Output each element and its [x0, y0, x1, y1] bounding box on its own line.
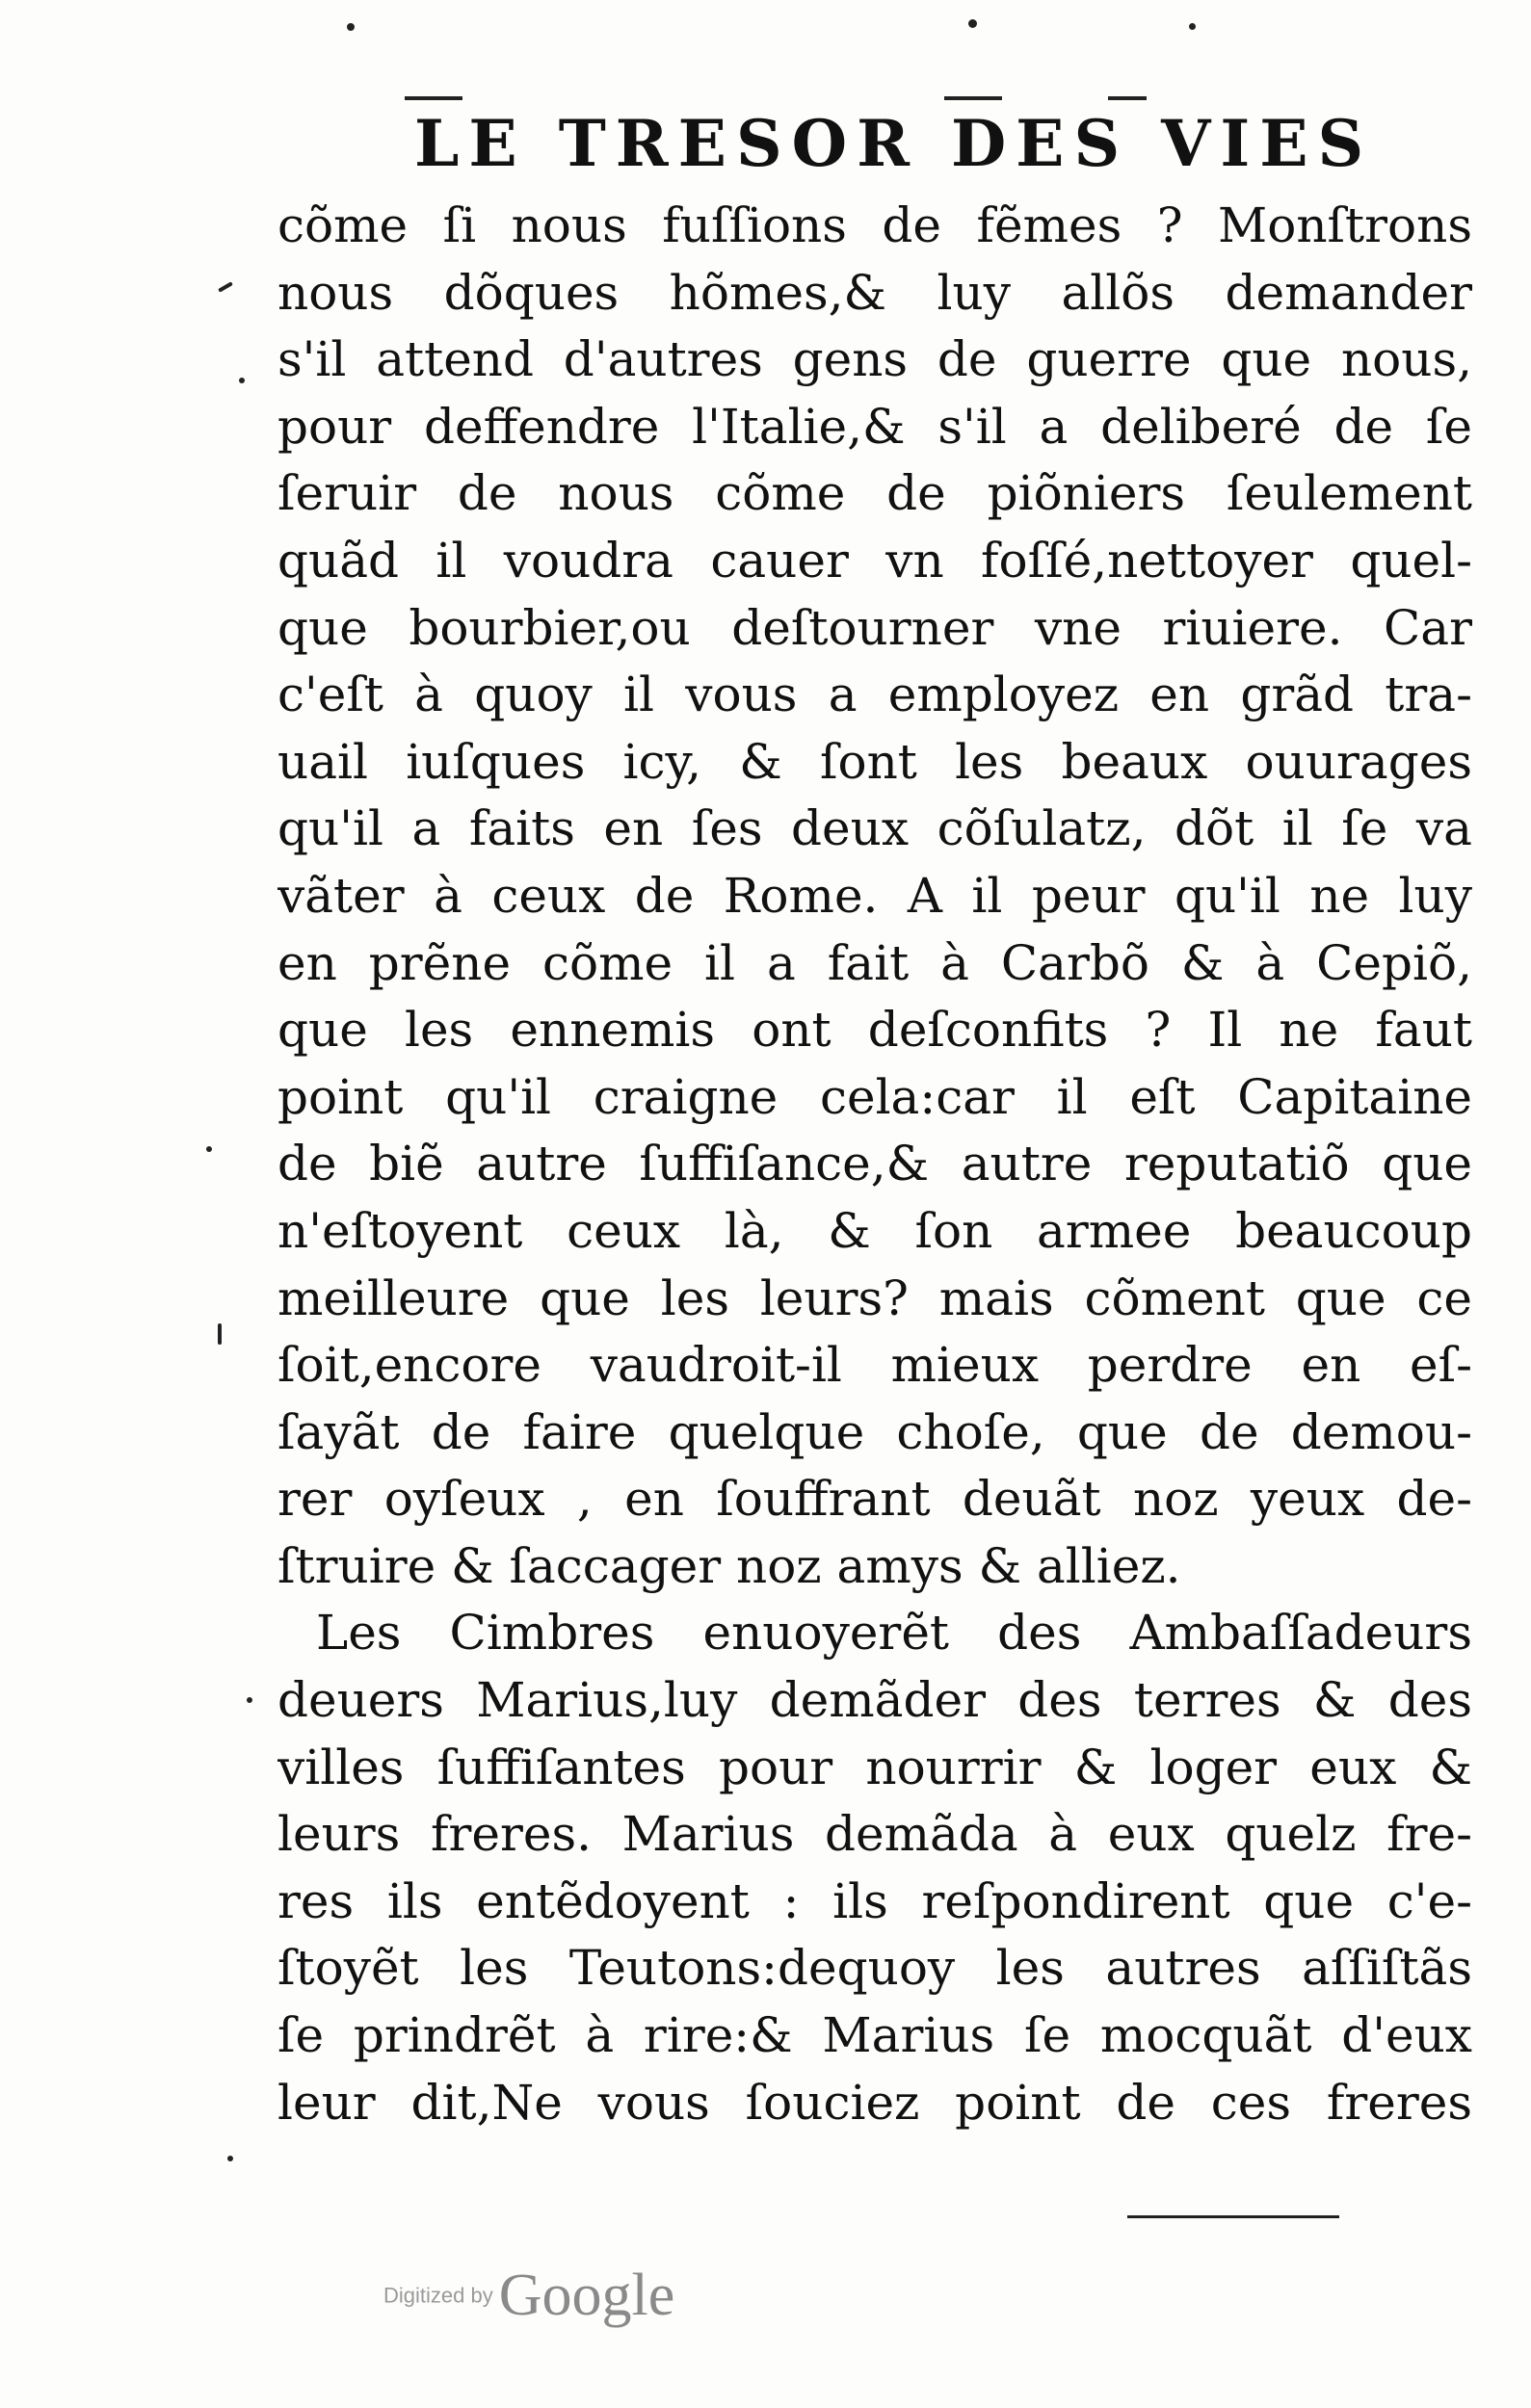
text-line: ſtoyẽt les Teutons:dequoy les autres aſſiſtãs — [277, 1940, 1472, 1997]
text-line: nous dõques hõmes,& luy allõs demander — [277, 264, 1472, 321]
scan-speck — [218, 281, 233, 292]
text-line: en prẽne cõme il a fait à Carbõ & à Cepiõ, — [277, 934, 1472, 991]
text-line: leurs freres. Marius demãda à eux quelz fre- — [277, 1806, 1472, 1863]
scan-speck — [968, 19, 977, 28]
text-line: qu'il a faits en ſes deux cõſulatz, dõt il ſe va — [277, 800, 1472, 857]
text-line: de biẽ autre ſuffiſance,& autre reputatiõ que — [277, 1136, 1472, 1192]
text-line: cõme ſi nous fuſſions de fẽmes ? Monſtrons — [277, 197, 1472, 253]
bottom-rule — [1127, 2215, 1339, 2218]
text-line: que les ennemis ont deſconfits ? Il ne faut — [277, 1002, 1472, 1059]
text-line: deuers Marius,luy demãder des terres & des — [277, 1672, 1472, 1729]
text-line: c'eſt à quoy il vous a employez en grãd tra- — [277, 667, 1472, 723]
text-line: s'il attend d'autres gens de guerre que nous, — [277, 331, 1472, 388]
text-line: ſe prindrẽt à rire:& Marius ſe mocquãt d'eux — [277, 2007, 1472, 2064]
paragraph-start-line: Les Cimbres enuoyerẽt des Ambaſſadeurs — [316, 1605, 1472, 1662]
text-line: ſoit,encore vaudroit-il mieux perdre en eſ- — [277, 1337, 1472, 1394]
digitized-by-google-watermark — [383, 2262, 674, 2330]
scan-speck — [1189, 23, 1196, 30]
scan-speck — [347, 23, 355, 31]
text-line: n'eſtoyent ceux là, & ſon armee beaucoup — [277, 1202, 1472, 1259]
text-line: point qu'il craigne cela:car il eſt Capitaine — [277, 1068, 1472, 1125]
scan-speck — [206, 1146, 212, 1152]
text-line: ſayãt de faire quelque choſe, que de demou- — [277, 1403, 1472, 1460]
body-text — [277, 193, 1472, 2136]
scan-speck — [247, 1697, 252, 1703]
text-line: vãter à ceux de Rome. A il peur qu'il ne luy — [277, 867, 1472, 924]
text-line: meilleure que les leurs? mais cõment que ce — [277, 1269, 1472, 1326]
scan-speck — [239, 378, 245, 383]
text-line: villes ſuffiſantes pour nourrir & loger eux & — [277, 1739, 1472, 1795]
top-rule — [944, 96, 1002, 100]
text-line: rer oyſeux , en ſouffrant deuãt noz yeux de- — [277, 1471, 1472, 1528]
text-line: ſeruir de nous cõme de piõniers ſeulement — [277, 465, 1472, 522]
top-rule — [405, 96, 462, 100]
text-line: ſtruire & ſaccager noz amys & alliez. — [277, 1537, 1181, 1594]
watermark-prefix: Digitized by — [383, 2283, 493, 2308]
text-line: pour deffendre l'Italie,& s'il a deliberé de ſe — [277, 398, 1472, 455]
text-line: leur dit,Ne vous ſouciez point de ces freres — [277, 2074, 1472, 2131]
text-line: quãd il voudra cauer vn foſſé,nettoyer quel- — [277, 532, 1472, 589]
scan-speck — [218, 1323, 222, 1345]
text-line: res ils entẽdoyent : ils reſpondirent que c'e- — [277, 1872, 1472, 1929]
running-head: LE TRESOR DES VIES — [414, 106, 1374, 181]
text-line: uail iuſques icy, & ſont les beaux ouurages — [277, 733, 1472, 790]
google-logo: Google — [498, 2263, 675, 2328]
scan-speck — [227, 2156, 233, 2161]
top-rule — [1108, 96, 1147, 100]
text-line: que bourbier,ou deſtourner vne riuiere. Car — [277, 599, 1472, 656]
